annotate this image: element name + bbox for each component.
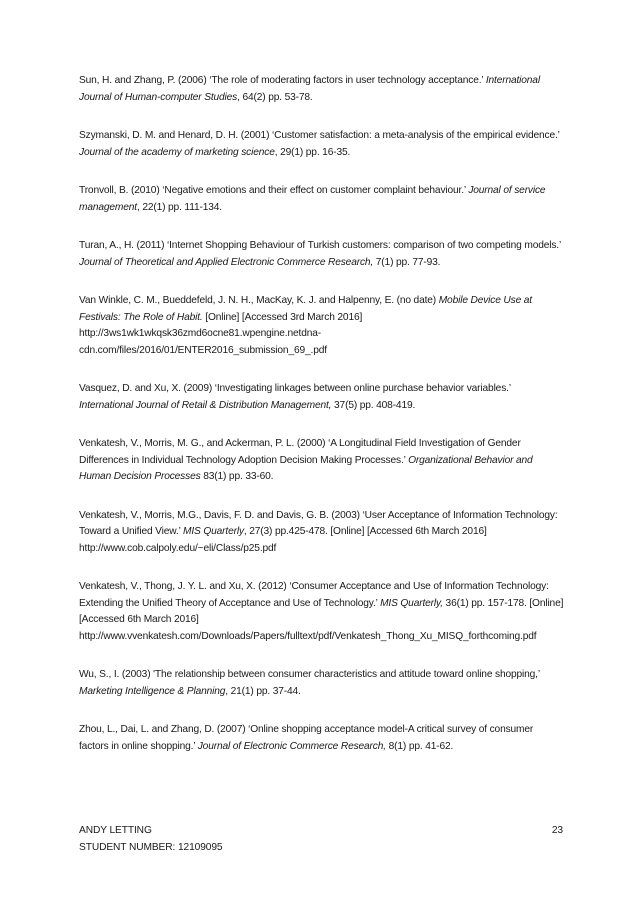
reference-details: , 29(1) pp. 16-35.	[274, 146, 351, 158]
page-number: 23	[551, 825, 563, 836]
reference-text: Vasquez, D. and Xu, X. (2009) ‘Investigating linkages between online purchase behavior variables.’	[79, 383, 511, 394]
reference-details: , 64(2) pp. 53-78.	[237, 91, 313, 103]
footer-author: ANDY LETTING	[79, 825, 152, 836]
reference-details: 83(1) pp. 33-60.	[200, 471, 274, 482]
reference-entry	[79, 722, 565, 755]
reference-journal: International Journal of Retail & Distribution Management,	[79, 399, 332, 411]
reference-entry	[79, 579, 565, 645]
reference-details: , 27(3) pp.425-478. [Online] [Accessed 6th March 2016] http://www.cob.calpoly.edu/~eli/Class/p25.pdf	[79, 526, 487, 554]
reference-entry	[79, 667, 565, 700]
reference-entry	[79, 128, 565, 161]
reference-journal: Journal of Electronic Commerce Research,	[197, 740, 386, 752]
footer-student-number: STUDENT NUMBER: 12109095	[79, 842, 223, 853]
reference-entry	[79, 508, 565, 558]
reference-entry	[79, 381, 565, 414]
reference-journal: Mobile Device Use at Festivals: The Role of Habit.	[79, 295, 532, 323]
reference-text: Venkatesh, V., Morris, M.G., Davis, F. D. and Davis, G. B. (2003) ‘User Acceptance of Information Technology: Toward a Unified View.’	[79, 509, 558, 537]
reference-text: Zhou, L., Dai, L. and Zhang, D. (2007) ‘Online shopping acceptance model-A critical survey of consumer factors in online shopping.’	[79, 724, 534, 752]
reference-journal: International Journal of Human-computer Studies	[79, 75, 540, 103]
page-footer	[79, 822, 563, 856]
reference-list	[79, 73, 565, 777]
reference-details: 37(5) pp. 408-419.	[331, 399, 416, 411]
reference-journal: Journal of the academy of marketing science	[79, 146, 275, 158]
reference-text: Szymanski, D. M. and Henard, D. H. (2001) ‘Customer satisfaction: a meta-analysis of the empirical evidence.’	[79, 130, 560, 141]
reference-entry	[79, 73, 565, 106]
reference-text: Venkatesh, V., Morris, M. G., and Ackerman, P. L. (2000) ‘A Longitudinal Field Investigation of Gender Differences in Individual Technology Adoption Decision Making Processes.’	[79, 438, 521, 466]
reference-text: Venkatesh, V., Thong, J. Y. L. and Xu, X. (2012) ‘Consumer Acceptance and Use of Information Technology: Extending the Unified Theory of Acceptance and Use of Technology.’	[79, 581, 549, 609]
reference-details: 7(1) pp. 77-93.	[373, 256, 441, 268]
reference-entry	[79, 183, 565, 216]
reference-text: Van Winkle, C. M., Bueddefeld, J. N. H., MacKay, K. J. and Halpenny, E. (no date)	[79, 295, 439, 306]
reference-text: Tronvoll, B. (2010) ‘Negative emotions and their effect on customer complaint behaviour.’	[79, 185, 469, 196]
reference-entry	[79, 238, 565, 271]
reference-details: [Online] [Accessed 3rd March 2016] http://3ws1wk1wkqsk36zmd6ocne81.wpengine.netdna-cdn.com/files/2016/01/ENTER2016_submission_69_.pdf	[79, 311, 363, 356]
reference-entry	[79, 436, 565, 486]
reference-text: Wu, S., I. (2003) 'The relationship between consumer characteristics and attitude toward online shopping,’	[79, 669, 540, 680]
reference-details: 36(1) pp. 157-178. [Online] [Accessed 6th March 2016] http://www.vvenkatesh.com/Downloads/Papers/fulltext/pdf/Venkatesh_Thong_Xu_MISQ_forthcoming.pdf	[79, 597, 564, 642]
reference-journal: Organizational Behavior and Human Decision Processes	[79, 454, 533, 482]
footer-top-row	[79, 822, 563, 839]
reference-details: , 21(1) pp. 37-44.	[225, 685, 301, 697]
reference-text: Sun, H. and Zhang, P. (2006) ‘The role of moderating factors in user technology acceptance.’	[79, 75, 486, 86]
reference-details: , 22(1) pp. 111-134.	[136, 201, 222, 213]
reference-journal: Journal of service management	[79, 185, 546, 213]
reference-journal: Journal of Theoretical and Applied Electronic Commerce Research,	[79, 256, 374, 268]
reference-text: Turan, A., H. (2011) ‘Internet Shopping Behaviour of Turkish customers: comparison of two competing models.’	[79, 240, 561, 251]
reference-details: 8(1) pp. 41-62.	[385, 740, 454, 752]
reference-journal: MIS Quarterly,	[380, 597, 443, 609]
reference-entry	[79, 293, 565, 359]
reference-journal: Marketing Intelligence & Planning	[79, 685, 226, 697]
reference-journal: MIS Quarterly	[183, 526, 244, 537]
